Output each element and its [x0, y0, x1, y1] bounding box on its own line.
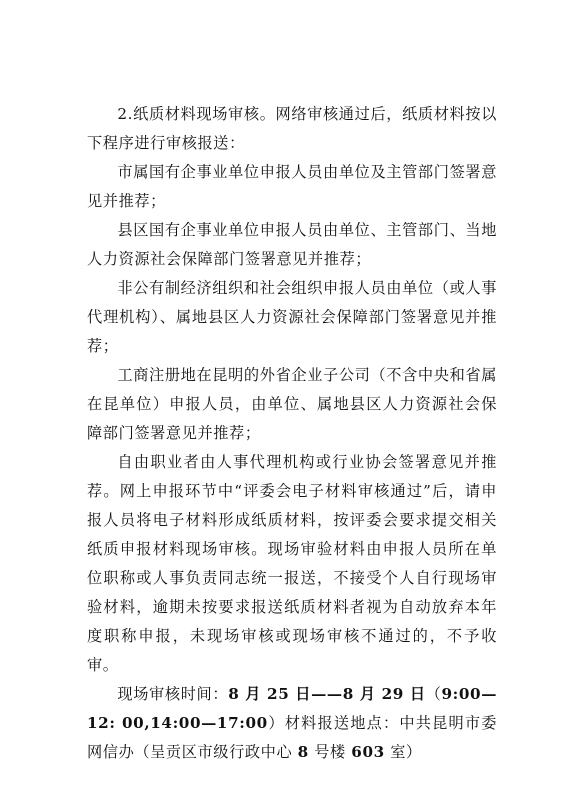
- submission-place-label: 材料报送地点：中共昆明市委网信办（呈贡区市级行政中心: [87, 714, 497, 761]
- paragraph-city-state-owned: 市属国有企事业单位申报人员由单位及主管部门签署意见并推荐；: [87, 163, 497, 210]
- review-time-range: 9:00—12: 00,14:00—17:00: [87, 685, 497, 732]
- time-paren-close: ）: [267, 714, 285, 732]
- room-text: 室）: [384, 743, 422, 761]
- building-text: 号楼: [308, 743, 352, 761]
- review-date-end: 8 月 29 日: [342, 685, 426, 703]
- paragraph-non-public: 非公有制经济组织和社会组织申报人员由单位（或人事代理机构）、属地县区人力资源社会保障部门签署意见并推荐；: [87, 279, 497, 355]
- review-date-dash: ——: [311, 685, 343, 703]
- paragraph-freelancers: 自由职业者由人事代理机构或行业协会签署意见并推荐。网上申报环节中“评委会电子材料审核通过”后，请申报人员将电子材料形成纸质材料，按评委会要求提交相关纸质申报材料现场审核。现场审验材料由申报人员所在单位职称或人事负责同志统一报送，不接受个人自行现场审验材料，逾期未按要求报送纸质材料者视为自动放弃本年度职称申报，未现场审核或现场审核不通过的，不予收审。: [87, 453, 497, 674]
- paragraph-county-state-owned: 县区国有企事业单位申报人员由单位、主管部门、当地人力资源社会保障部门签署意见并推荐；: [87, 221, 497, 268]
- time-paren-open: （: [425, 685, 442, 703]
- review-time-label: 现场审核时间：: [117, 685, 229, 703]
- paragraph-paper-review-heading: 2.纸质材料现场审核。网络审核通过后，纸质材料按以下程序进行审核报送：: [87, 105, 497, 152]
- document-body: [87, 100, 497, 767]
- paragraph-out-of-province: 工商注册地在昆明的外省企业子公司（不含中央和省属在昆单位）申报人员，由单位、属地县区人力资源社会保障部门签署意见并推荐；: [87, 366, 497, 442]
- building-number: 8: [297, 743, 309, 761]
- room-number: 603: [351, 743, 385, 761]
- review-date-start: 8 月 25 日: [228, 685, 312, 703]
- paragraph-review-time-place: [87, 680, 497, 767]
